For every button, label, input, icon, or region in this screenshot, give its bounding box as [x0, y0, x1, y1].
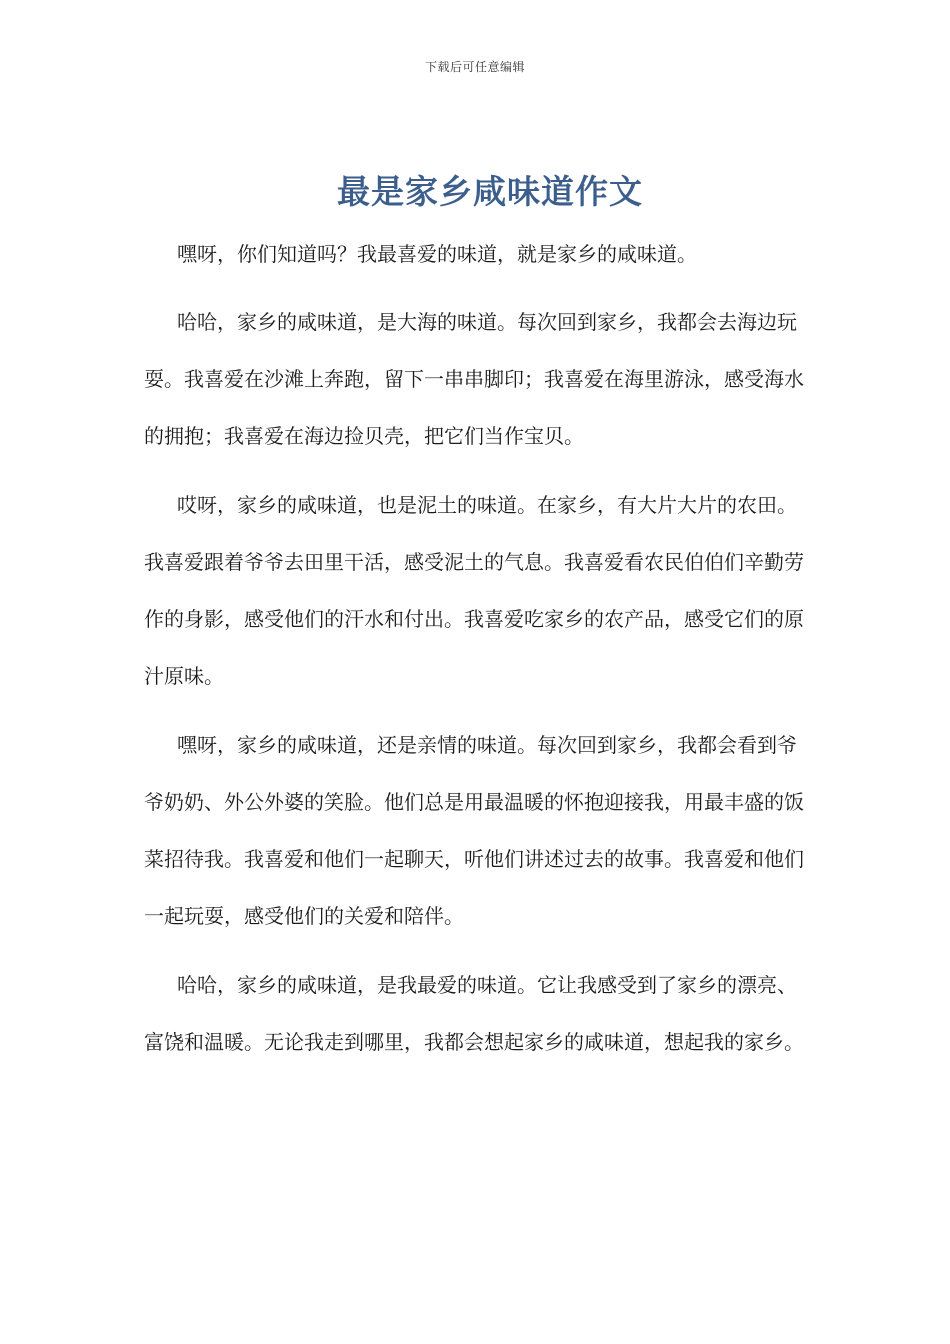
document-title: 最是家乡咸味道作文 [337, 172, 643, 211]
page-header-note: 下载后可任意编辑 [424, 60, 525, 74]
paragraph-3: 哎呀，家乡的咸味道，也是泥土的味道。在家乡，有大片大片的农田。我喜爱跟着爷爷去田里干活，感受泥土的气息。我喜爱看农民伯伯们辛勤劳作的身影，感受他们的汗水和付出。我喜爱吃家乡的农产品，感受它们的原汁原味。 [144, 493, 804, 688]
paragraph-2: 哈哈，家乡的咸味道，是大海的味道。每次回到家乡，我都会去海边玩耍。我喜爱在沙滩上奔跑，留下一串串脚印；我喜爱在海里游泳，感受海水的拥抱；我喜爱在海边捡贝壳，把它们当作宝贝。 [144, 310, 804, 448]
paragraph-1: 嘿呀，你们知道吗？我最喜爱的味道，就是家乡的咸味道。 [177, 242, 697, 266]
paragraph-4: 嘿呀，家乡的咸味道，还是亲情的味道。每次回到家乡，我都会看到爷爷奶奶、外公外婆的笑脸。他们总是用最温暖的怀抱迎接我，用最丰盛的饭菜招待我。我喜爱和他们一起聊天，听他们讲述过去的故事。我喜爱和他们一起玩耍，感受他们的关爱和陪伴。 [144, 733, 804, 928]
paragraph-5: 哈哈，家乡的咸味道，是我最爱的味道。它让我感受到了家乡的漂亮、富饶和温暖。无论我走到哪里，我都会想起家乡的咸味道，想起我的家乡。 [144, 973, 804, 1054]
document-body [144, 226, 816, 1083]
